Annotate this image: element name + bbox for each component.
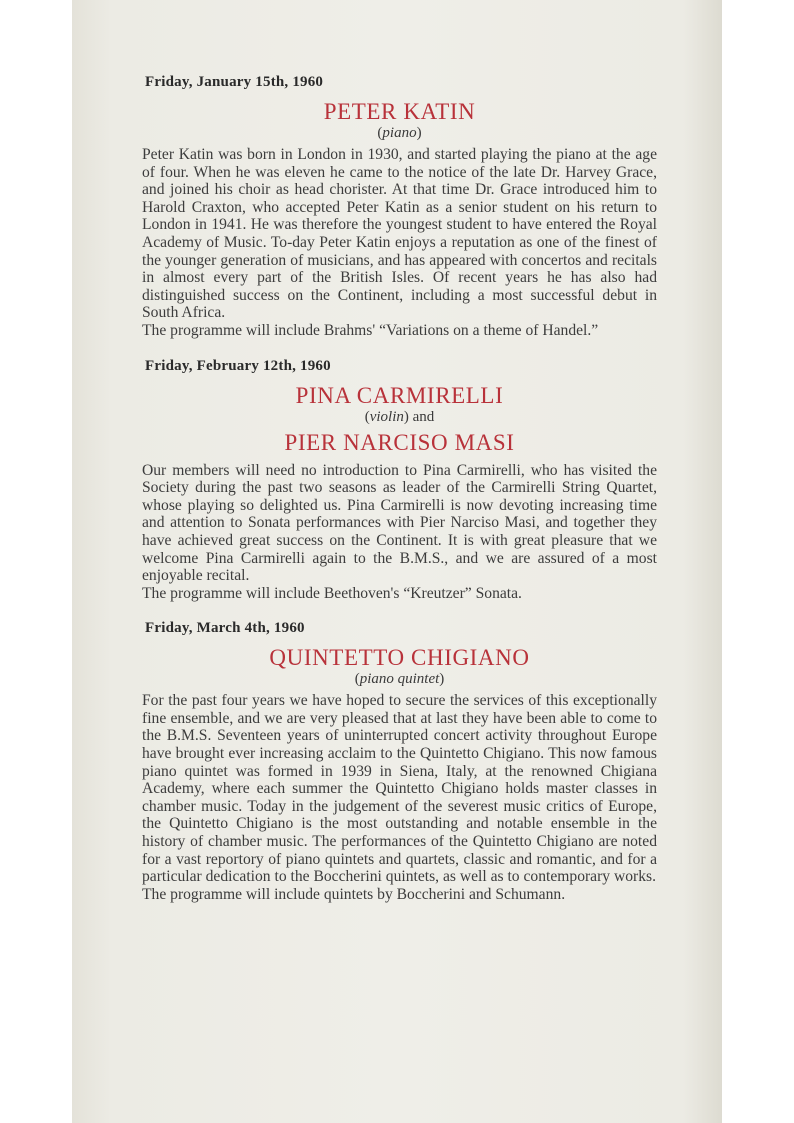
programme-content (142, 74, 657, 921)
description-paragraph: Our members will need no introduction to Pina Carmirelli, who has visited the Society during the past two seasons as leader of the Carmirelli String Quartet, whose playing so delighted us. Pina Carmirelli is now devoting increasing time and attention to Sonata performances with Pier Narciso Masi, and together they have achieved great success on the Continent. It is with great pleasure that we welcome Pina Carmirelli again to the B.M.S., and we are assured of a most enjoyable recital. (142, 461, 657, 585)
instrument-label: (piano) (377, 125, 422, 141)
description-paragraph: Peter Katin was born in London in 1930, and started playing the piano at the age of four. When he was eleven he came to the notice of the late Dr. Harvey Grace, and joined his choir as head chorister. At that time Dr. Grace introduced him to Harold Craxton, who accepted Peter Katin as a senior student on his return to London in 1941. He was therefore the youngest student to have entered the Royal Academy of Music. To-day Peter Katin enjoys a reputation as one of the finest of the younger generation of musicians, and has appeared with concertos and recitals in almost every part of the British Isles. Of recent years he has also had distinguished success on the Continent, including a most successful debut in South Africa. (142, 146, 657, 322)
connector: and (412, 408, 435, 425)
description-paragraph: For the past four years we have hoped to secure the services of this exceptionally fine ensemble, and we are very pleased that at last they have been able to come to the B.M.S. Seventeen years of uninterrupted concert activity throughout Europe have brought ever increasing acclaim to the Quintetto Chigiano. This now famous piano quintet was formed in 1939 in Siena, Italy, at the renowned Chigiana Academy, where each summer the Quintetto Chigiano holds master classes in chamber music. Today in the judgement of the severest music critics of Europe, the Quintetto Chigiano is the most outstanding and notable ensemble in the history of chamber music. The performances of the Quintetto Chigiano are noted for a vast reportory of piano quintets and quartets, classic and romantic, and for a particular dedication to the Boccherini quintets, as well as to contemporary works. (142, 692, 657, 886)
instrument-label: (piano quintet) (354, 671, 445, 688)
instrument-label: (violin) and (364, 408, 435, 425)
event-section-carmirelli (142, 358, 657, 603)
event-description (142, 146, 657, 340)
performer-name: PINA CARMIRELLI (295, 382, 504, 408)
instrument: violin (369, 408, 404, 425)
event-date: Friday, February 12th, 1960 (145, 357, 331, 374)
performer-name: PETER KATIN (323, 99, 476, 124)
programme-note: The programme will include Beethoven's “Kreutzer” Sonata. (142, 584, 522, 602)
event-section-chigiano (142, 620, 657, 903)
event-description (142, 692, 657, 903)
event-section-katin (142, 74, 657, 340)
programme-note: The programme will include quintets by Boccherini and Schumann. (142, 885, 566, 903)
performer-name: QUINTETTO CHIGIANO (269, 645, 530, 671)
event-description (142, 462, 657, 603)
event-date: Friday, January 15th, 1960 (145, 74, 324, 90)
instrument: piano quintet (359, 671, 440, 688)
instrument: piano (382, 125, 417, 141)
programme-note: The programme will include Brahms' “Variations on a theme of Handel.” (142, 321, 599, 339)
performer-name-2: PIER NARCISO MASI (284, 429, 515, 455)
event-date: Friday, March 4th, 1960 (145, 620, 305, 637)
